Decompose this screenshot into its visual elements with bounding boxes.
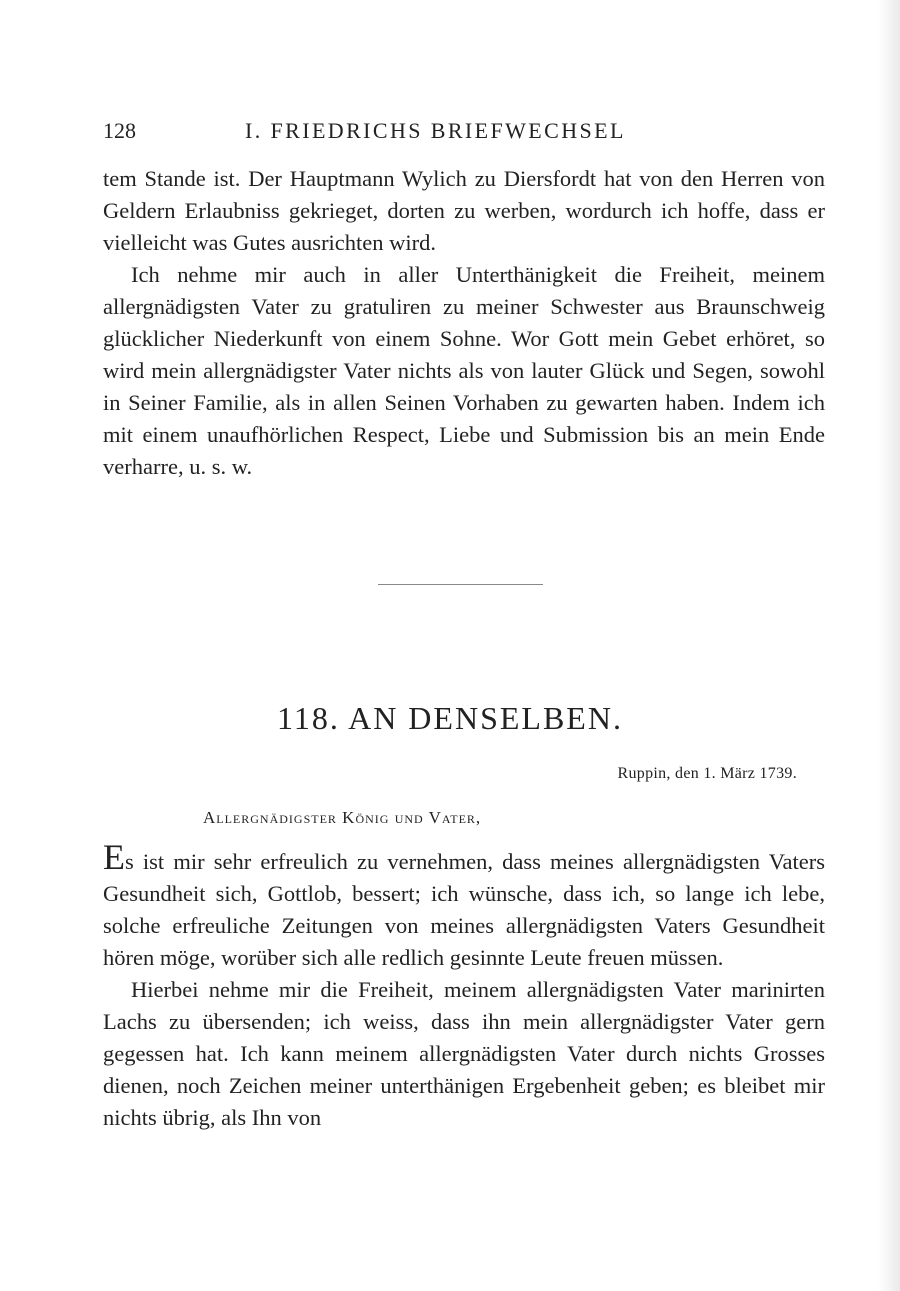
paragraph [103, 837, 825, 974]
previous-letter-text [103, 163, 825, 483]
paragraph: Ich nehme mir auch in aller Unterthänigkeit die Freiheit, meinem allergnädigsten Vater zu gratuliren zu meiner Schwester aus Braunschweig glücklicher Niederkunft von einem Sohne. Wor Gott mein Gebet erhöret, so wird mein allergnädigster Vater nichts als von lauter Glück und Segen, sowohl in Seiner Familie, als in allen Seinen Vorhaben zu gewarten haben. Indem ich mit einem unaufhörlichen Respect, Liebe und Submission bis an mein Ende verharre, u. s. w. [103, 262, 825, 479]
page-edge-shadow [878, 0, 900, 1291]
letter-heading: 118. AN DENSELBEN. [277, 700, 623, 736]
drop-cap: E [103, 837, 125, 877]
section-divider [378, 584, 543, 585]
letter-body [103, 837, 825, 1134]
paragraph: Hierbei nehme mir die Freiheit, meinem allergnädigsten Vater marinirten Lachs zu übersenden; ich weiss, dass ihn mein allergnädigster Vater gern gegessen hat. Ich kann meinem allergnädigsten Vater durch nichts Grosses dienen, noch Zeichen meiner unterthänigen Ergebenheit geben; es bleibet mir nichts übrig, als Ihn von [103, 977, 825, 1130]
paragraph-text: s ist mir sehr erfreulich zu vernehmen, dass meines allergnädigsten Vaters Gesundheit sich, Gottlob, bessert; ich wünsche, dass ich, so lange ich lebe, solche erfreuliche Zeitungen von meines allergnädigsten Vaters Gesundheit hören möge, worüber sich alle redlich gesinnte Leute freuen müssen. [103, 849, 825, 970]
salutation: Allergnädigster König und Vater, [203, 808, 482, 827]
paragraph: tem Stande ist. Der Hauptmann Wylich zu Diersfordt hat von den Herren von Geldern Erlaubniss gekrieget, dorten zu werben, wordurch ich hoffe, dass er vielleicht was Gutes ausrichten wird. [103, 166, 825, 255]
running-title: I. FRIEDRICHS BRIEFWECHSEL [245, 118, 626, 143]
dateline: Ruppin, den 1. März 1739. [617, 765, 797, 782]
page-number: 128 [103, 118, 136, 143]
running-head [103, 118, 803, 148]
